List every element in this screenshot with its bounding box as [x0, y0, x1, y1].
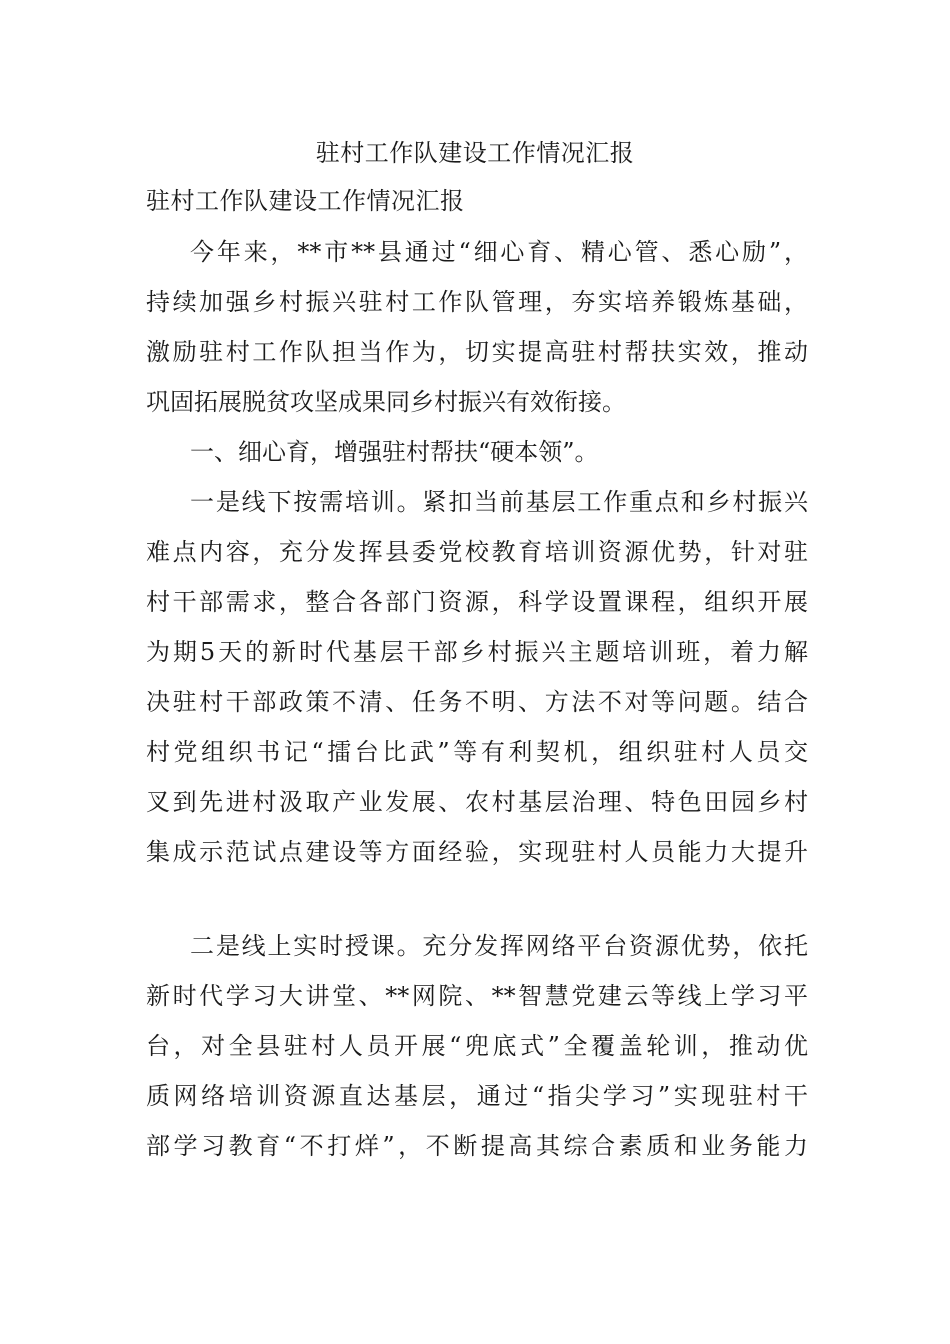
paragraph-line: 持续加强乡村振兴驻村工作队管理，夯实培养锻炼基础，: [146, 288, 808, 316]
paragraph-line: 叉到先进村汲取产业发展、农村基层治理、特色田园乡村: [146, 788, 808, 816]
paragraph-line: 为期5天的新时代基层干部乡村振兴主题培训班，着力解: [146, 638, 808, 666]
document-title: 驻村工作队建设工作情况汇报: [315, 139, 635, 167]
paragraph-line: 一是线下按需培训。紧扣当前基层工作重点和乡村振兴: [190, 488, 808, 516]
paragraph-line: 巩固拓展脱贫攻坚成果同乡村振兴有效衔接。: [146, 388, 626, 416]
paragraph-line: 质网络培训资源直达基层，通过“指尖学习”实现驻村干: [146, 1082, 808, 1110]
paragraph-line: 决驻村干部政策不清、任务不明、方法不对等问题。结合: [146, 688, 808, 716]
paragraph-line: 集成示范试点建设等方面经验，实现驻村人员能力大提升: [146, 838, 808, 866]
paragraph-line: 部学习教育“不打烊”，不断提高其综合素质和业务能力: [146, 1132, 808, 1160]
paragraph-line: 台，对全县驻村人员开展“兜底式”全覆盖轮训，推动优: [146, 1032, 808, 1060]
paragraph-line: 二是线上实时授课。充分发挥网络平台资源优势，依托: [190, 932, 808, 960]
paragraph-line: 村党组织书记“擂台比武”等有利契机，组织驻村人员交: [146, 738, 808, 766]
paragraph-line: 激励驻村工作队担当作为，切实提高驻村帮扶实效，推动: [146, 338, 808, 366]
document-subtitle: 驻村工作队建设工作情况汇报: [146, 187, 465, 215]
paragraph-line: 村干部需求，整合各部门资源，科学设置课程，组织开展: [146, 588, 808, 616]
section-heading: 一、细心育，增强驻村帮扶“硬本领”。: [190, 438, 599, 466]
paragraph-line: 新时代学习大讲堂、**网院、**智慧党建云等线上学习平: [146, 982, 808, 1010]
paragraph-line: 难点内容，充分发挥县委党校教育培训资源优势，针对驻: [146, 538, 808, 566]
paragraph-line: 今年来，**市**县通过“细心育、精心管、悉心励”，: [190, 238, 808, 266]
